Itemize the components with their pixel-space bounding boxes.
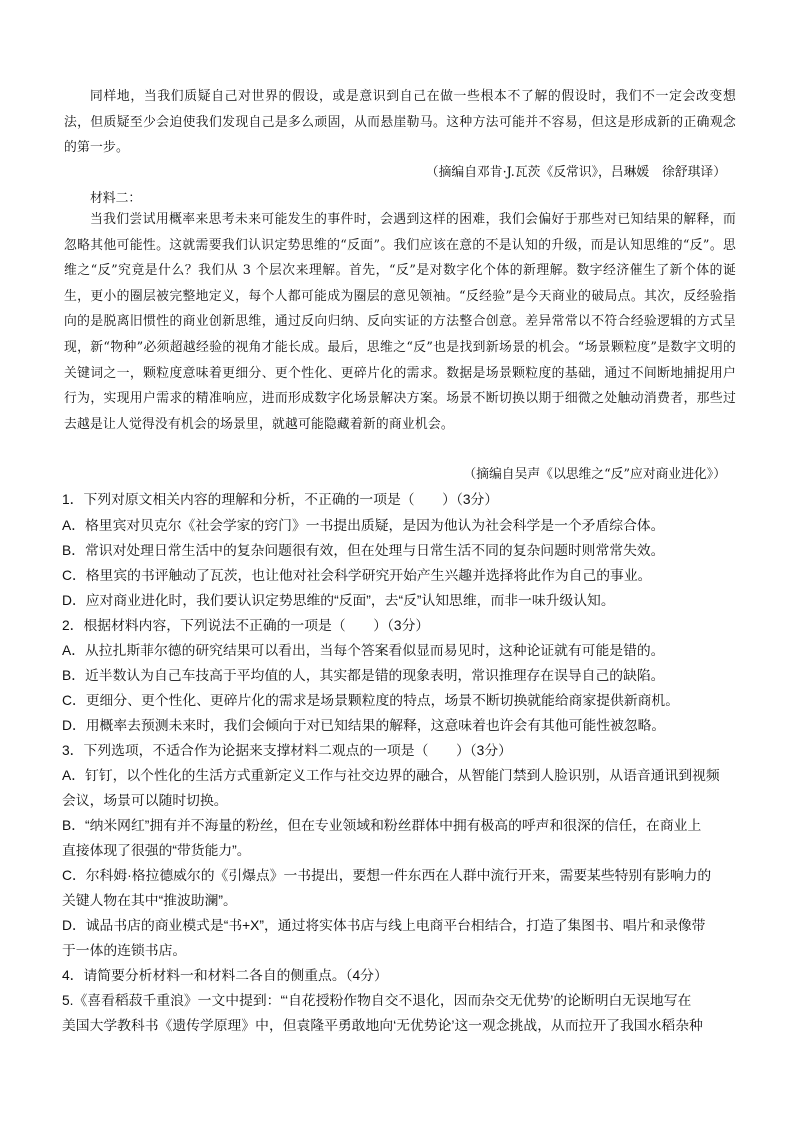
q3-option-c-line2: 关键人物在其中“推波助澜”。 — [62, 893, 237, 908]
q3-stem: 3．下列选项，不适合作为论据来支撑材料二观点的一项是（ ）（3分） — [62, 743, 512, 758]
q3-option-b-line1: B．“纳米网红”拥有并不海量的粉丝，但在专业领域和粉丝群体中拥有极高的呼声和很深的信任，在商业上 — [62, 818, 702, 833]
q1-stem: 1．下列对原文相关内容的理解和分析，不正确的一项是（ ）（3分） — [62, 492, 499, 507]
q4-stem: 4．请简要分析材料一和材料二各自的侧重点。（4分） — [62, 968, 388, 983]
material2-source: （摘编自吴声《以思维之“反”应对商业进化》） — [463, 467, 726, 482]
q5-line2: 美国大学教科书《遗传学原理》中，但袁隆平勇敢地向‘无优势论’这一观念挑战，从而拉开了我国水稻杂种 — [62, 1018, 703, 1033]
q2-option-a: A．从拉扎斯菲尔德的研究结果可以看出，当每个答案看似显而易见时，这种论证就有可能是错的。 — [62, 643, 665, 658]
q2-option-b: B．近半数认为自己车技高于平均值的人，其实都是错的现象表明，常识推理存在误导自己的缺陷。 — [62, 668, 665, 683]
q1-option-b: B．常识对处理日常生活中的复杂问题很有效，但在处理与日常生活不同的复杂问题时则常常失效。 — [62, 543, 665, 558]
q3-option-a-line1: A．钉钉，以个性化的生活方式重新定义工作与社交边界的融合，从智能门禁到人脸识别，从语音通讯到视频 — [62, 768, 720, 783]
q3-option-b-line2: 直接体现了很强的“带货能力”。 — [62, 843, 251, 858]
q1-option-d: D．应对商业进化时，我们要认识定势思维的“反面”，去“反”认知思维，而非一味升级认知。 — [62, 593, 615, 608]
q2-stem: 2．根据材料内容，下列说法不正确的一项是（ ）（3分） — [62, 618, 430, 633]
material2-paragraph: 当我们尝试用概率来思考未来可能发生的事件时，会遇到这样的困难，我们会偏好于那些对已知结果的解释，而忽略其他可能性。这就需要我们认识定势思维的“反面”。我们应该在意的不是认知的升级，而是认知思维的“反”。思维之“反”究竟是什么？我们从 3 个层次来理解。首先，“反”是对数字化个体的新理解。数字经济催生了新个体的诞生，更小的圈层被完整地定义，每个人都可能成为圈层的意见领袖。“反经验”是今天商业的破局点。其次，反经验指向的是脱离旧惯性的商业创新思维，通过反向归纳、反向实证的方法整合创意。差异常常以不符合经验逻辑的方式呈现，新“物种”必须超越经验的视角才能长成。最后，思维之“反”也是找到新场景的机会。“场景颗粒度”是数字文明的关键词之一，颗粒度意味着更细分、更个性化、更碎片化的需求。数据是场景颗粒度的基础，通过不间断地捕捉用户行为，实现用户需求的精准响应，进而形成数字化场景解决方案。场景不断切换以期于细微之处触动消费者，那些过去越是让人觉得没有机会的场景里，就越可能隐藏着新的商业机会。 — [64, 212, 736, 432]
q3-option-a-line2: 会议，场景可以随时切换。 — [62, 793, 228, 808]
material1-source: （摘编自邓肯·J.瓦茨《反常识》，吕琳媛 徐舒琪译） — [425, 165, 726, 180]
q3-option-d-line1: D．诚品书店的商业模式是“书+X”，通过将实体书店与线上电商平台相结合，打造了集图书、唱片和录像带 — [62, 918, 706, 933]
material2-heading: 材料二： — [90, 191, 142, 206]
q1-option-a: A．格里宾对贝克尔《社会学家的窍门》一书提出质疑，是因为他认为社会科学是一个矛盾综合体。 — [62, 518, 665, 533]
material1-paragraph: 同样地，当我们质疑自己对世界的假设，或是意识到自己在做一些根本不了解的假设时，我们不一定会改变想法，但质疑至少会迫使我们发现自己是多么顽固，从而悬崖勒马。这种方法可能并不容易，但这是形成新的正确观念的第一步。 — [64, 89, 736, 156]
q3-option-c-line1: C．尔科姆·格拉德威尔的《引爆点》一书提出，要想一件东西在人群中流行开来，需要某些特别有影响力的 — [62, 868, 712, 883]
q5-line1: 5.《喜看稻菽千重浪》一文中提到：“‘自花授粉作物自交不退化，因而杂交无优势’的论断明白无误地写在 — [62, 993, 692, 1008]
q2-option-d: D．用概率去预测未来时，我们会倾向于对已知结果的解释，这意味着也许会有其他可能性被忽略。 — [62, 718, 666, 733]
q1-option-c: C．格里宾的书评触动了瓦茨，也让他对社会科学研究开始产生兴趣并选择将此作为自己的事业。 — [62, 568, 652, 583]
q3-option-d-line2: 于一体的连锁书店。 — [62, 943, 187, 958]
q2-option-c: C．更细分、更个性化、更碎片化的需求是场景颗粒度的特点，场景不断切换就能给商家提供新商机。 — [62, 693, 680, 708]
